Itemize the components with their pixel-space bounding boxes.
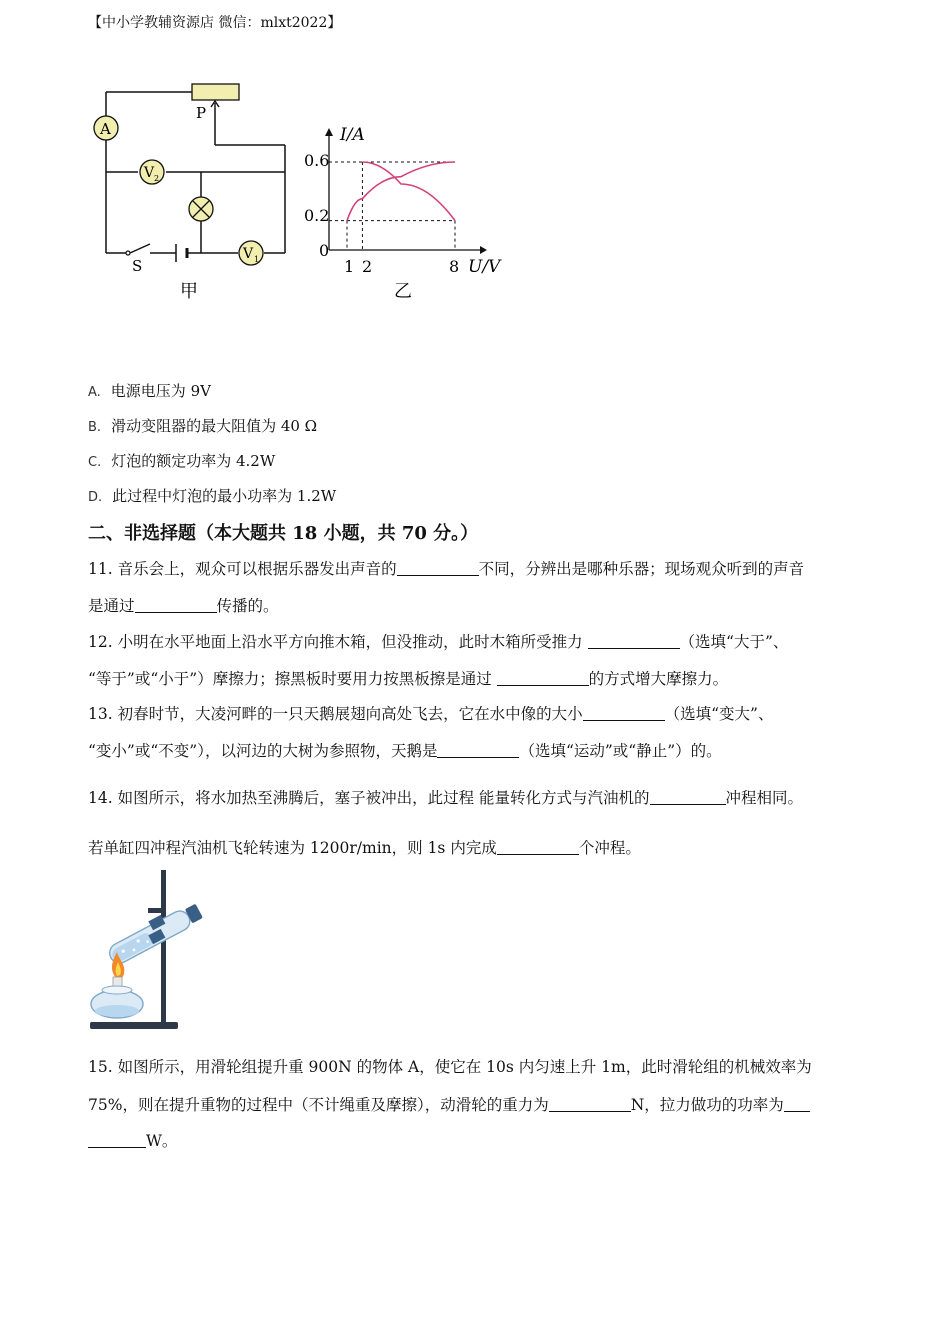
q13-text-b: （选填“变大”、 xyxy=(664,705,774,723)
q15-blank-1[interactable] xyxy=(549,1096,631,1113)
option-a xyxy=(88,380,211,401)
v2-subscript: 2 xyxy=(154,174,160,183)
q15-text-a: 15. 如图所示，用滑轮组提升重 900N 的物体 A，使它在 10s 内匀速上升 1m，此时滑轮组的机械效率为 xyxy=(88,1058,812,1076)
q14-line-2 xyxy=(88,836,641,858)
q14-text-a: 14. 如图所示，将水加热至沸腾后，塞子被冲出，此过程 能量转化方式与汽油机的 xyxy=(88,789,650,807)
q15-blank-2a[interactable] xyxy=(784,1096,810,1113)
q12-text-a: 12. 小明在水平地面上沿水平方向推木箱，但没推动，此时木箱所受推力 xyxy=(88,633,588,651)
origin-label: 0 xyxy=(319,241,330,260)
page-header: 【中小学教辅资源店 微信：mlxt2022】 xyxy=(88,15,342,31)
q15-line-1 xyxy=(88,1055,812,1077)
q12-blank-2[interactable] xyxy=(497,670,589,687)
series-line-2 xyxy=(362,162,455,221)
y-tick-0-2: 0.2 xyxy=(304,206,330,225)
q13-blank-2[interactable] xyxy=(437,742,519,759)
switch-icon xyxy=(126,251,130,255)
rheostat-icon xyxy=(192,84,239,100)
clamp-top-icon xyxy=(148,908,166,913)
q15-line-3 xyxy=(88,1129,177,1151)
q11-text-b: 不同，分辨出是哪种乐器；现场观众听到的声音 xyxy=(478,560,805,578)
x-tick-1: 1 xyxy=(344,257,355,276)
q15-line-2 xyxy=(88,1093,810,1115)
apparatus-svg xyxy=(86,866,226,1036)
option-d-text: 此过程中灯泡的最小功率为 1.2W xyxy=(112,487,337,505)
q13-blank-1[interactable] xyxy=(583,705,665,722)
option-c-text: 灯泡的额定功率为 4.2W xyxy=(111,452,276,470)
option-b-label: B. xyxy=(88,420,102,435)
lamp-neck-icon xyxy=(102,986,132,994)
q13-text-a: 13. 初春时节，大凌河畔的一只天鹅展翅向高处飞去，它在水中像的大小 xyxy=(88,705,583,723)
slider-label: P xyxy=(196,104,207,122)
figure-test-tube-apparatus xyxy=(86,866,226,1040)
q12-text-d: 的方式增大摩擦力。 xyxy=(588,670,729,688)
q11-blank-2[interactable] xyxy=(135,597,217,614)
q13-text-d: （选填“运动”或“静止”）的。 xyxy=(519,742,722,760)
y-axis-arrow-icon xyxy=(325,128,333,136)
ammeter-label: A xyxy=(100,120,111,138)
q11-line-2 xyxy=(88,594,279,616)
q14-text-d: 个冲程。 xyxy=(578,839,641,857)
option-d xyxy=(88,485,336,506)
q15-text-d: W。 xyxy=(146,1132,178,1150)
q12-text-c: “等于”或“小于”）摩擦力；擦黑板时要用力按黑板擦是通过 xyxy=(88,670,497,688)
q13-line-1 xyxy=(88,702,773,724)
q12-line-1 xyxy=(88,630,788,652)
q15-text-c: N，拉力做功的功率为 xyxy=(630,1096,784,1114)
figure-circuit-graph xyxy=(88,78,518,312)
q14-blank-2[interactable] xyxy=(497,839,579,856)
v1-label: V xyxy=(243,246,254,262)
figure-svg xyxy=(88,78,518,308)
option-b xyxy=(88,415,317,436)
y-axis-label: I/A xyxy=(340,125,365,145)
q11-line-1 xyxy=(88,557,804,579)
q11-blank-1[interactable] xyxy=(397,560,479,577)
option-c xyxy=(88,450,275,471)
section-title: 二、非选择题（本大题共 18 小题，共 70 分。） xyxy=(88,523,479,544)
q12-text-b: （选填“大于”、 xyxy=(679,633,789,651)
q14-text-c: 若单缸四冲程汽油机飞轮转速为 1200r/min，则 1s 内完成 xyxy=(88,839,497,857)
option-b-text: 滑动变阻器的最大阻值为 40 Ω xyxy=(111,417,318,435)
slider-arrow-icon xyxy=(211,101,219,108)
x-axis-label: U/V xyxy=(468,257,501,277)
q12-blank-1[interactable] xyxy=(588,633,680,650)
q15-blank-2b[interactable] xyxy=(88,1132,146,1149)
option-d-label: D. xyxy=(88,490,103,505)
option-c-label: C. xyxy=(88,455,102,470)
q15-text-b: 75%，则在提升重物的过程中（不计绳重及摩擦），动滑轮的重力为 xyxy=(88,1096,549,1114)
q14-line-1 xyxy=(88,786,803,808)
circuit-caption: 甲 xyxy=(180,281,198,302)
wick-holder-icon xyxy=(113,977,122,987)
q14-blank-1[interactable] xyxy=(650,789,726,806)
q11-text-d: 传播的。 xyxy=(216,597,279,615)
x-tick-2: 2 xyxy=(362,257,373,276)
graph-caption: 乙 xyxy=(394,281,412,302)
q14-text-b: 冲程相同。 xyxy=(725,789,804,807)
q13-line-2 xyxy=(88,739,722,761)
switch-label: S xyxy=(132,257,143,275)
v1-subscript: 1 xyxy=(254,255,260,264)
series-group xyxy=(347,162,455,221)
q12-line-2 xyxy=(88,667,728,689)
q11-text-c: 是通过 xyxy=(88,597,135,615)
iu-graph xyxy=(304,125,502,277)
option-a-label: A. xyxy=(88,385,101,400)
x-tick-8: 8 xyxy=(449,257,460,276)
y-tick-0-6: 0.6 xyxy=(304,151,330,170)
q11-text-a: 11. 音乐会上，观众可以根据乐器发出声音的 xyxy=(88,560,397,578)
v2-label: V xyxy=(144,165,155,181)
series-line-1 xyxy=(347,162,455,221)
stand-rod-icon xyxy=(161,870,166,1024)
lamp-liquid-icon xyxy=(95,1005,139,1017)
x-axis-arrow-icon xyxy=(480,246,487,254)
option-a-text: 电源电压为 9V xyxy=(110,382,211,400)
q13-text-c: “变小”或“不变”），以河边的大树为参照物，天鹅是 xyxy=(88,742,438,760)
